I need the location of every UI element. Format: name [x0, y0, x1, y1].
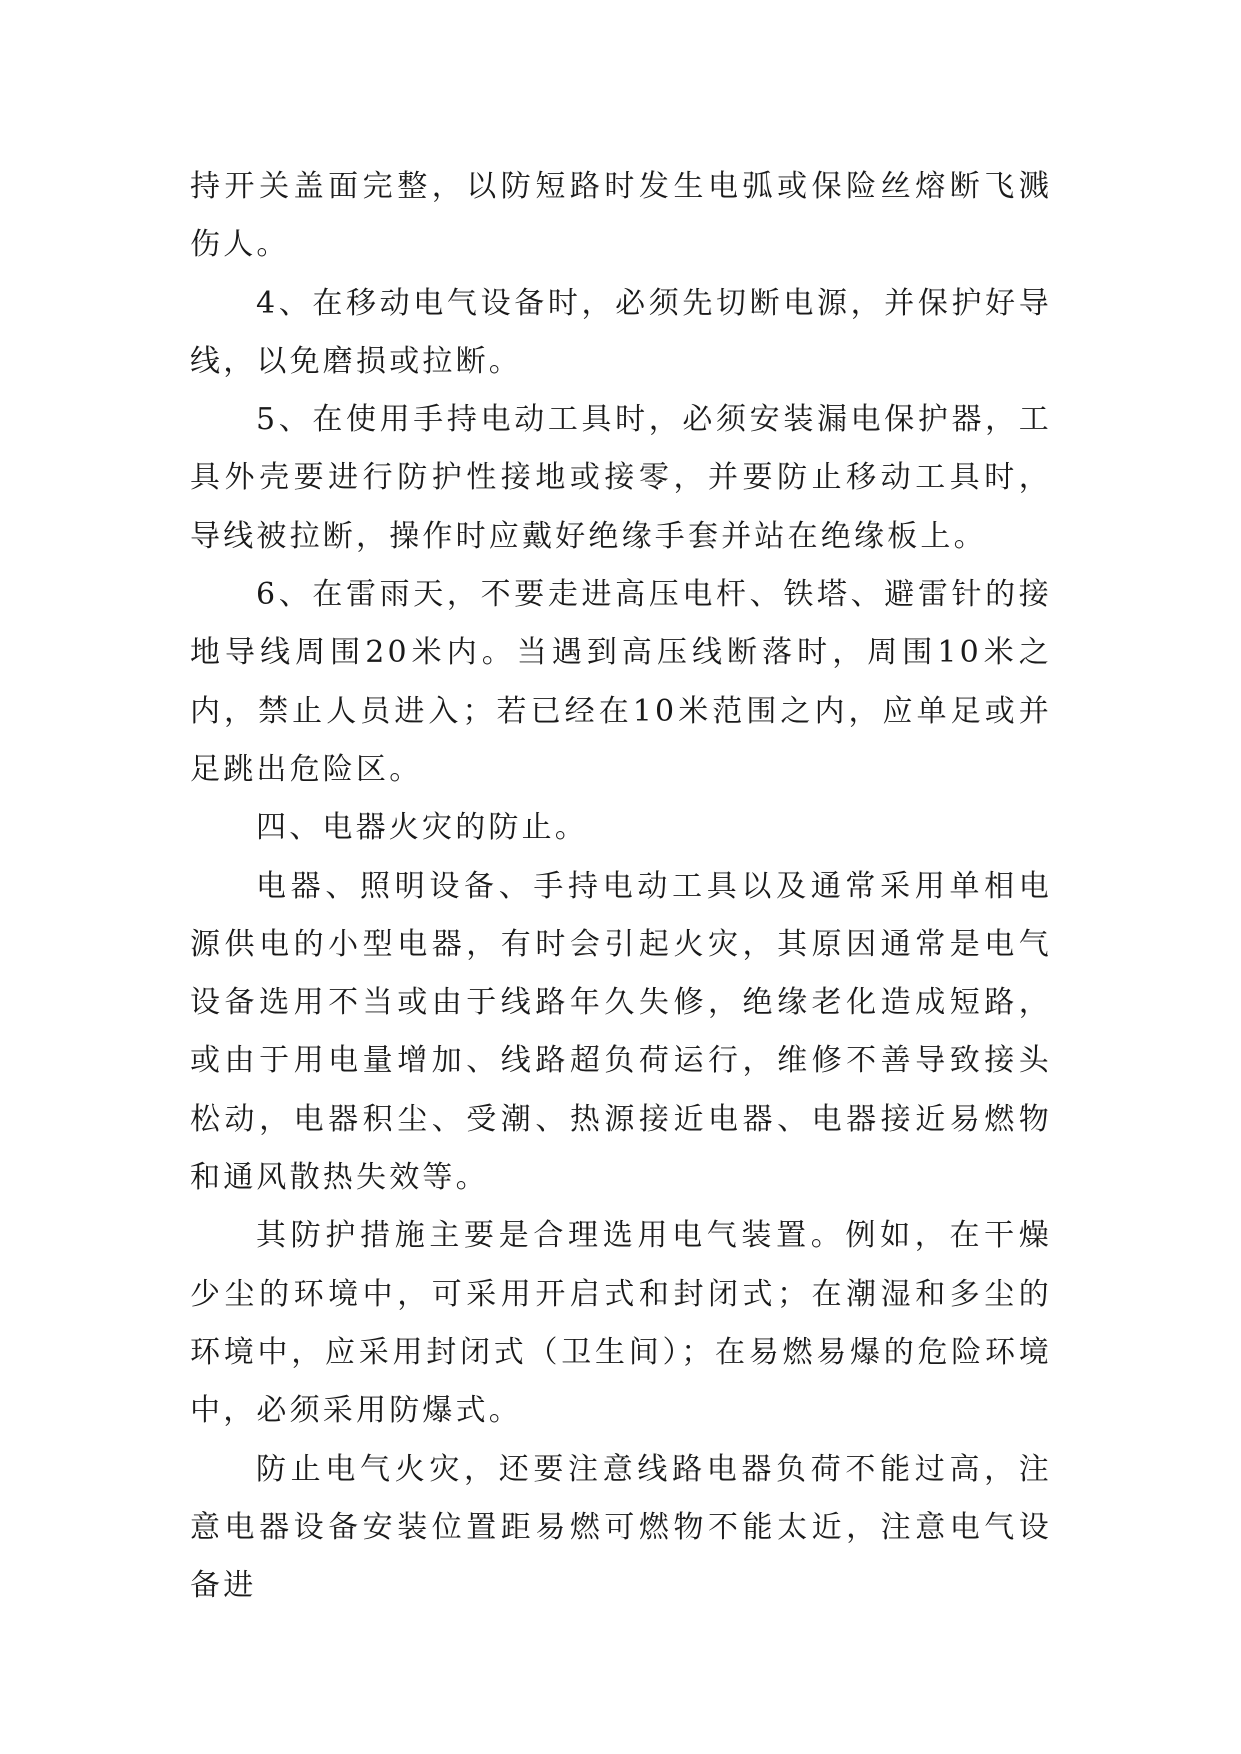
paragraph-protection-measures: 其防护措施主要是合理选用电气装置。例如，在干燥少尘的环境中，可采用开启式和封闭式；在潮湿和多尘的环境中，应采用封闭式（卫生间）；在易燃易爆的危险环境中，必须采用防爆式。 [190, 1218, 1052, 1429]
paragraph-item-6: 6、在雷雨天，不要走进高压电杆、铁塔、避雷针的接地导线周围20米内。当遇到高压线断落时，周围10米之内，禁止人员进入；若已经在10米范围之内，应单足或并足跳出危险区。 [190, 577, 1052, 787]
paragraph-item-4: 4、在移动电气设备时，必须先切断电源，并保护好导线，以免磨损或拉断。 [190, 285, 1052, 379]
paragraph-item-5: 5、在使用手持电动工具时，必须安装漏电保护器，工具外壳要进行防护性接地或接零，并要防止移动工具时，导线被拉断，操作时应戴好绝缘手套并站在绝缘板上。 [190, 402, 1052, 554]
document-body [190, 158, 1052, 1615]
paragraph-fire-prevention-notes: 防止电气火灾，还要注意线路电器负荷不能过高，注意电器设备安装位置距易燃可燃物不能太近，注意电气设备进 [190, 1451, 1052, 1604]
paragraph-continuation: 持开关盖面完整，以防短路时发生电弧或保险丝熔断飞溅伤人。 [190, 169, 1052, 263]
paragraph-fire-causes: 电器、照明设备、手持电动工具以及通常采用单相电源供电的小型电器，有时会引起火灾，其原因通常是电气设备选用不当或由于线路年久失修，绝缘老化造成短路，或由于用电量增加、线路超负荷运行，维修不善导致接头松动，电器积尘、受潮、热源接近电器、电器接近易燃物和通风散热失效等。 [190, 868, 1052, 1196]
section-heading-fire-prevention: 四、电器火灾的防止。 [256, 810, 588, 846]
